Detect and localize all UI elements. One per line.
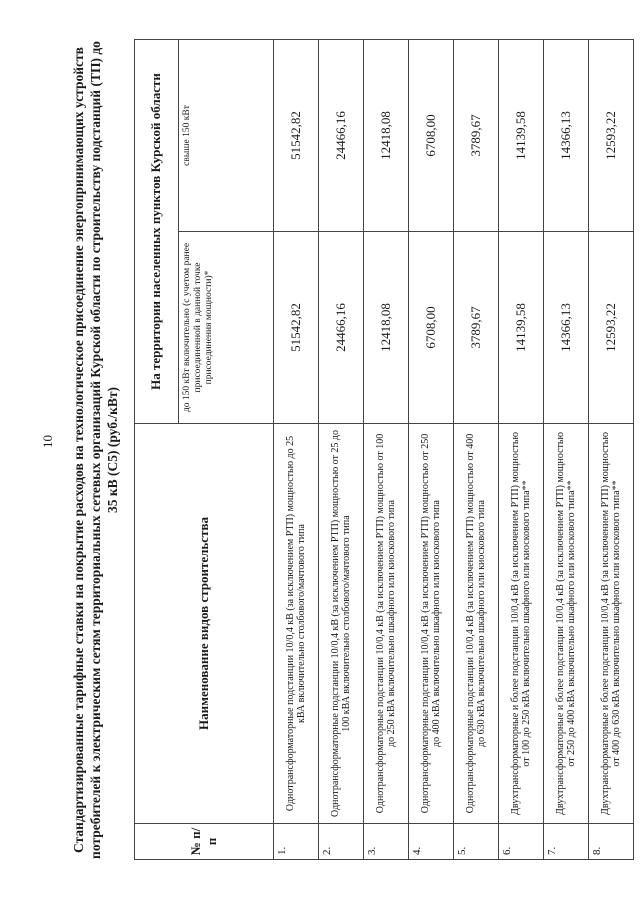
table-row: [364, 40, 409, 860]
row-value-1: 14139,58: [499, 232, 544, 424]
row-value-2: 6708,00: [409, 40, 454, 232]
row-num: 5.: [454, 824, 499, 860]
row-name: Двухтрансформаторные и более подстанции 10/0,4 кВ (за исключением РТП) мощностью от 100 до 250 кВА включительно шкафного или киоскового типа**: [499, 424, 544, 824]
table-row: [589, 40, 634, 860]
row-name: Однотрансформаторные подстанции 10/0,4 кВ (за исключением РТП) мощностью до 25 кВА включительно столбового/мачтового типа: [274, 424, 319, 824]
row-num: 2.: [319, 824, 364, 860]
row-value-2: 14366,13: [544, 40, 589, 232]
table-row: [319, 40, 364, 860]
table-row: [454, 40, 499, 860]
table-row: [544, 40, 589, 860]
row-value-1: 24466,16: [319, 232, 364, 424]
row-value-2: 24466,16: [319, 40, 364, 232]
row-name: Однотрансформаторные подстанции 10/0,4 кВ (за исключением РТП) мощностью от 25 до 100 кВА включительно столбового/мачтового типа: [319, 424, 364, 824]
row-value-2: 12593,22: [589, 40, 634, 232]
row-name: Двухтрансформаторные и более подстанции 10/0,4 кВ (за исключением РТП) мощностью от 400 до 630 кВА включительно шкафного или киоскового типа**: [589, 424, 634, 824]
header-over-150: свыше 150 кВт: [178, 40, 273, 232]
document-body: [70, 40, 622, 860]
row-value-2: 51542,82: [274, 40, 319, 232]
page-number: 10: [40, 435, 55, 448]
table-row: [274, 40, 319, 860]
document-title: Стандартизированные тарифные ставки на покрытие расходов на технологическое присоединение энергопринимающих устройств потребителей к электрическим сетям территориальных сетевых организаций Курской области по строительству подстанций (ТП) до 35 кВ (С5) (руб./кВт): [71, 41, 120, 859]
row-value-1: 14366,13: [544, 232, 589, 424]
row-name: Однотрансформаторные подстанции 10/0,4 кВ (за исключением РТП) мощностью от 400 до 630 кВА включительно шкафного или киоскового типа: [454, 424, 499, 824]
row-value-2: 12418,08: [364, 40, 409, 232]
table-row: [409, 40, 454, 860]
row-num: 7.: [544, 824, 589, 860]
row-value-1: 12418,08: [364, 232, 409, 424]
header-name: Наименование видов строительства: [135, 424, 274, 824]
row-num: 4.: [409, 824, 454, 860]
header-num: № п/п: [135, 824, 274, 860]
row-value-2: 14139,58: [499, 40, 544, 232]
header-up-to-150: до 150 кВт включительно (с учетом ранее присоединенной в данной точке присоединения мощности)*: [178, 232, 273, 424]
row-name: Однотрансформаторные подстанции 10/0,4 кВ (за исключением РТП) мощностью от 250 до 400 кВА включительно шкафного или киоскового типа: [409, 424, 454, 824]
tariff-table: [134, 39, 634, 860]
row-value-1: 6708,00: [409, 232, 454, 424]
row-num: 6.: [499, 824, 544, 860]
table-row: [499, 40, 544, 860]
row-num: 3.: [364, 824, 409, 860]
row-num: 8.: [589, 824, 634, 860]
row-value-1: 3789,67: [454, 232, 499, 424]
row-value-1: 12593,22: [589, 232, 634, 424]
header-group: На территории населенных пунктов Курской области: [135, 40, 179, 424]
row-value-1: 51542,82: [274, 232, 319, 424]
row-name: Двухтрансформаторные и более подстанции 10/0,4 кВ (за исключением РТП) мощностью от 250 до 400 кВА включительно шкафного или киоскового типа**: [544, 424, 589, 824]
row-name: Однотрансформаторные подстанции 10/0,4 кВ (за исключением РТП) мощностью от 100 до 250 кВА включительно шкафного или киоскового типа: [364, 424, 409, 824]
row-value-2: 3789,67: [454, 40, 499, 232]
row-num: 1.: [274, 824, 319, 860]
